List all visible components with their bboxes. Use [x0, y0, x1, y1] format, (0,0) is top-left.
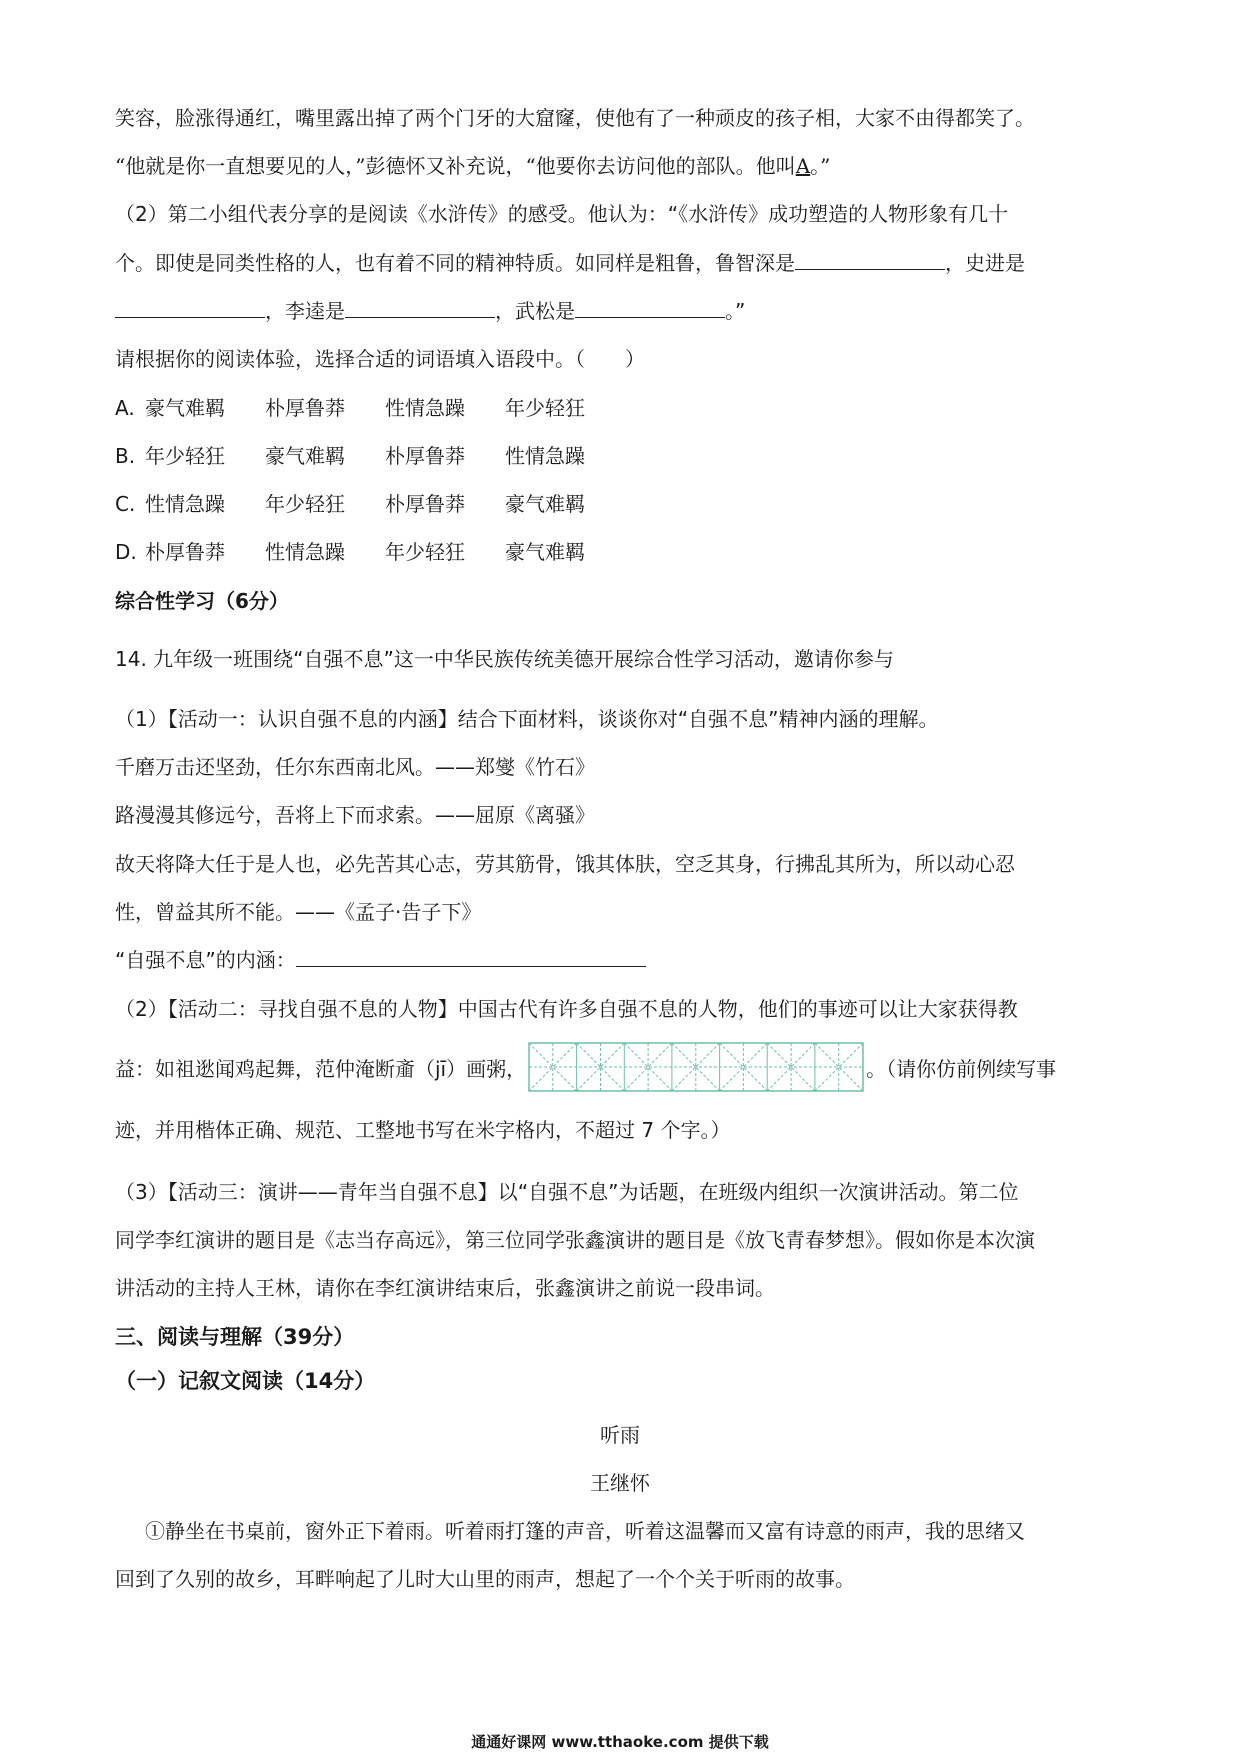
answer-blank: [115, 297, 265, 318]
q13-2-line-2: [115, 249, 1025, 277]
answer-blank: [345, 297, 495, 318]
option-d[interactable]: [115, 538, 625, 566]
q14-activity-1: （1）【活动一：认识自强不息的内涵】结合下面材料，谈谈你对“自强不息”精神内涵的理解。: [115, 707, 939, 731]
option-word: 年少轻狂: [265, 492, 345, 516]
article-paragraph-1-line-2: 回到了久别的故乡，耳畔响起了儿时大山里的雨声，想起了一个个关于听雨的故事。: [115, 1567, 855, 1591]
q13-2-line-3-b: ，武松是: [495, 299, 575, 323]
option-word: 朴厚鲁莽: [145, 540, 225, 564]
option-word: 性情急躁: [265, 540, 345, 564]
q14-activity-2-line-3: 迹，并用楷体正确、规范、工整地书写在米字格内，不超过 7 个字。）: [115, 1118, 731, 1142]
option-word: 年少轻狂: [385, 540, 465, 564]
story-line-2: [115, 152, 830, 180]
option-word: 性情急躁: [385, 396, 465, 420]
q14-activity-2-line-2: [115, 1042, 1056, 1098]
subsection-heading: （一）记叙文阅读（14分）: [115, 1369, 376, 1393]
story-line-1: 笑容，脸涨得通红，嘴里露出掉了两个门牙的大窟窿，使他有了一种顽皮的孩子相，大家不由得都笑了。: [115, 106, 1035, 130]
meaning-line: [115, 946, 646, 974]
option-word: 豪气难羁: [505, 492, 585, 516]
q13-2-line-3-c: 。”: [725, 299, 746, 323]
option-b[interactable]: [115, 442, 625, 470]
q13-2-line-3: [115, 297, 745, 325]
blank-a: A: [795, 154, 811, 178]
option-word: 豪气难羁: [505, 540, 585, 564]
section-heading: 综合性学习（6分）: [115, 589, 289, 613]
story-line-2-pre: “他就是你一直想要见的人，”彭德怀又补充说，“他要你去访问他的部队。他叫: [115, 154, 796, 178]
option-letter: D.: [115, 540, 137, 564]
answer-blank: [795, 249, 945, 270]
meaning-label: “自强不息”的内涵：: [115, 948, 296, 972]
q14-activity-3-line-3: 讲活动的主持人王林，请你在李红演讲结束后，张鑫演讲之前说一段串词。: [115, 1276, 775, 1300]
option-letter: B.: [115, 444, 136, 468]
option-word: 年少轻狂: [145, 444, 225, 468]
q14-activity-3-line-2: 同学李红演讲的题目是《志当存高远》，第三位同学张鑫演讲的题目是《放飞青春梦想》。假如你是本次演: [115, 1228, 1035, 1252]
mi-grid[interactable]: [528, 1042, 864, 1099]
answer-blank: [575, 297, 725, 318]
option-letter: A.: [115, 396, 135, 420]
quote-1: 千磨万击还坚劲，任尔东西南北风。——郑燮《竹石》: [115, 755, 595, 779]
activity-2-pre: 益：如祖逖闻鸡起舞，范仲淹断齑（jī）画粥，: [115, 1057, 527, 1081]
q13-2-line-3-a: ，李逵是: [265, 299, 345, 323]
option-a[interactable]: [115, 394, 625, 422]
article-author: 王继怀: [590, 1471, 650, 1495]
quote-3-line-1: 故天将降大任于是人也，必先苦其心志，劳其筋骨，饿其体肤，空乏其身，行拂乱其所为，所以动心忍: [115, 852, 1015, 876]
q14-activity-2-line-1: （2）【活动二：寻找自强不息的人物】中国古代有许多自强不息的人物，他们的事迹可以让大家获得教: [115, 997, 1018, 1021]
story-line-2-post: 。”: [810, 154, 831, 178]
option-word: 性情急躁: [145, 492, 225, 516]
option-word: 性情急躁: [505, 444, 585, 468]
option-word: 朴厚鲁莽: [385, 444, 465, 468]
article-title: 听雨: [600, 1423, 640, 1447]
option-c[interactable]: [115, 490, 625, 518]
activity-2-post: 。（请你仿前例续写事: [866, 1057, 1057, 1081]
q13-2-line-2-end: ，史进是: [945, 251, 1025, 275]
q14-activity-3-line-1: （3）【活动三：演讲——青年当自强不息】以“自强不息”为话题，在班级内组织一次演讲活动。第二位: [115, 1180, 1019, 1204]
q13-2-line-2-text: 个。即使是同类性格的人，也有着不同的精神特质。如同样是粗鲁，鲁智深是: [115, 251, 795, 275]
option-word: 豪气难羁: [265, 444, 345, 468]
quote-2: 路漫漫其修远兮，吾将上下而求索。——屈原《离骚》: [115, 803, 595, 827]
q13-2-line-1: （2）第二小组代表分享的是阅读《水浒传》的感受。他认为：“《水浒传》成功塑造的人物形象有几十: [115, 202, 1009, 226]
option-word: 年少轻狂: [505, 396, 585, 420]
q14-stem: 14. 九年级一班围绕“自强不息”这一中华民族传统美德开展综合性学习活动，邀请你参与: [115, 647, 894, 671]
option-letter: C.: [115, 492, 136, 516]
q13-2-prompt: 请根据你的阅读体验，选择合适的词语填入语段中。（ ）: [115, 347, 645, 371]
meaning-answer-blank[interactable]: [296, 946, 646, 967]
option-word: 豪气难羁: [145, 396, 225, 420]
section-heading: 三、阅读与理解（39分）: [115, 1325, 355, 1349]
article-paragraph-1-line-1: ①静坐在书桌前，窗外正下着雨。听着雨打篷的声音，听着这温馨而又富有诗意的雨声，我的思绪又: [145, 1519, 1025, 1543]
mi-grid-icon: [528, 1042, 864, 1092]
quote-3-line-2: 性，曾益其所不能。——《孟子·告子下》: [115, 900, 482, 924]
page-footer: 通通好课网 www.tthaoke.com 提供下载: [471, 1733, 769, 1751]
option-word: 朴厚鲁莽: [385, 492, 465, 516]
option-word: 朴厚鲁莽: [265, 396, 345, 420]
